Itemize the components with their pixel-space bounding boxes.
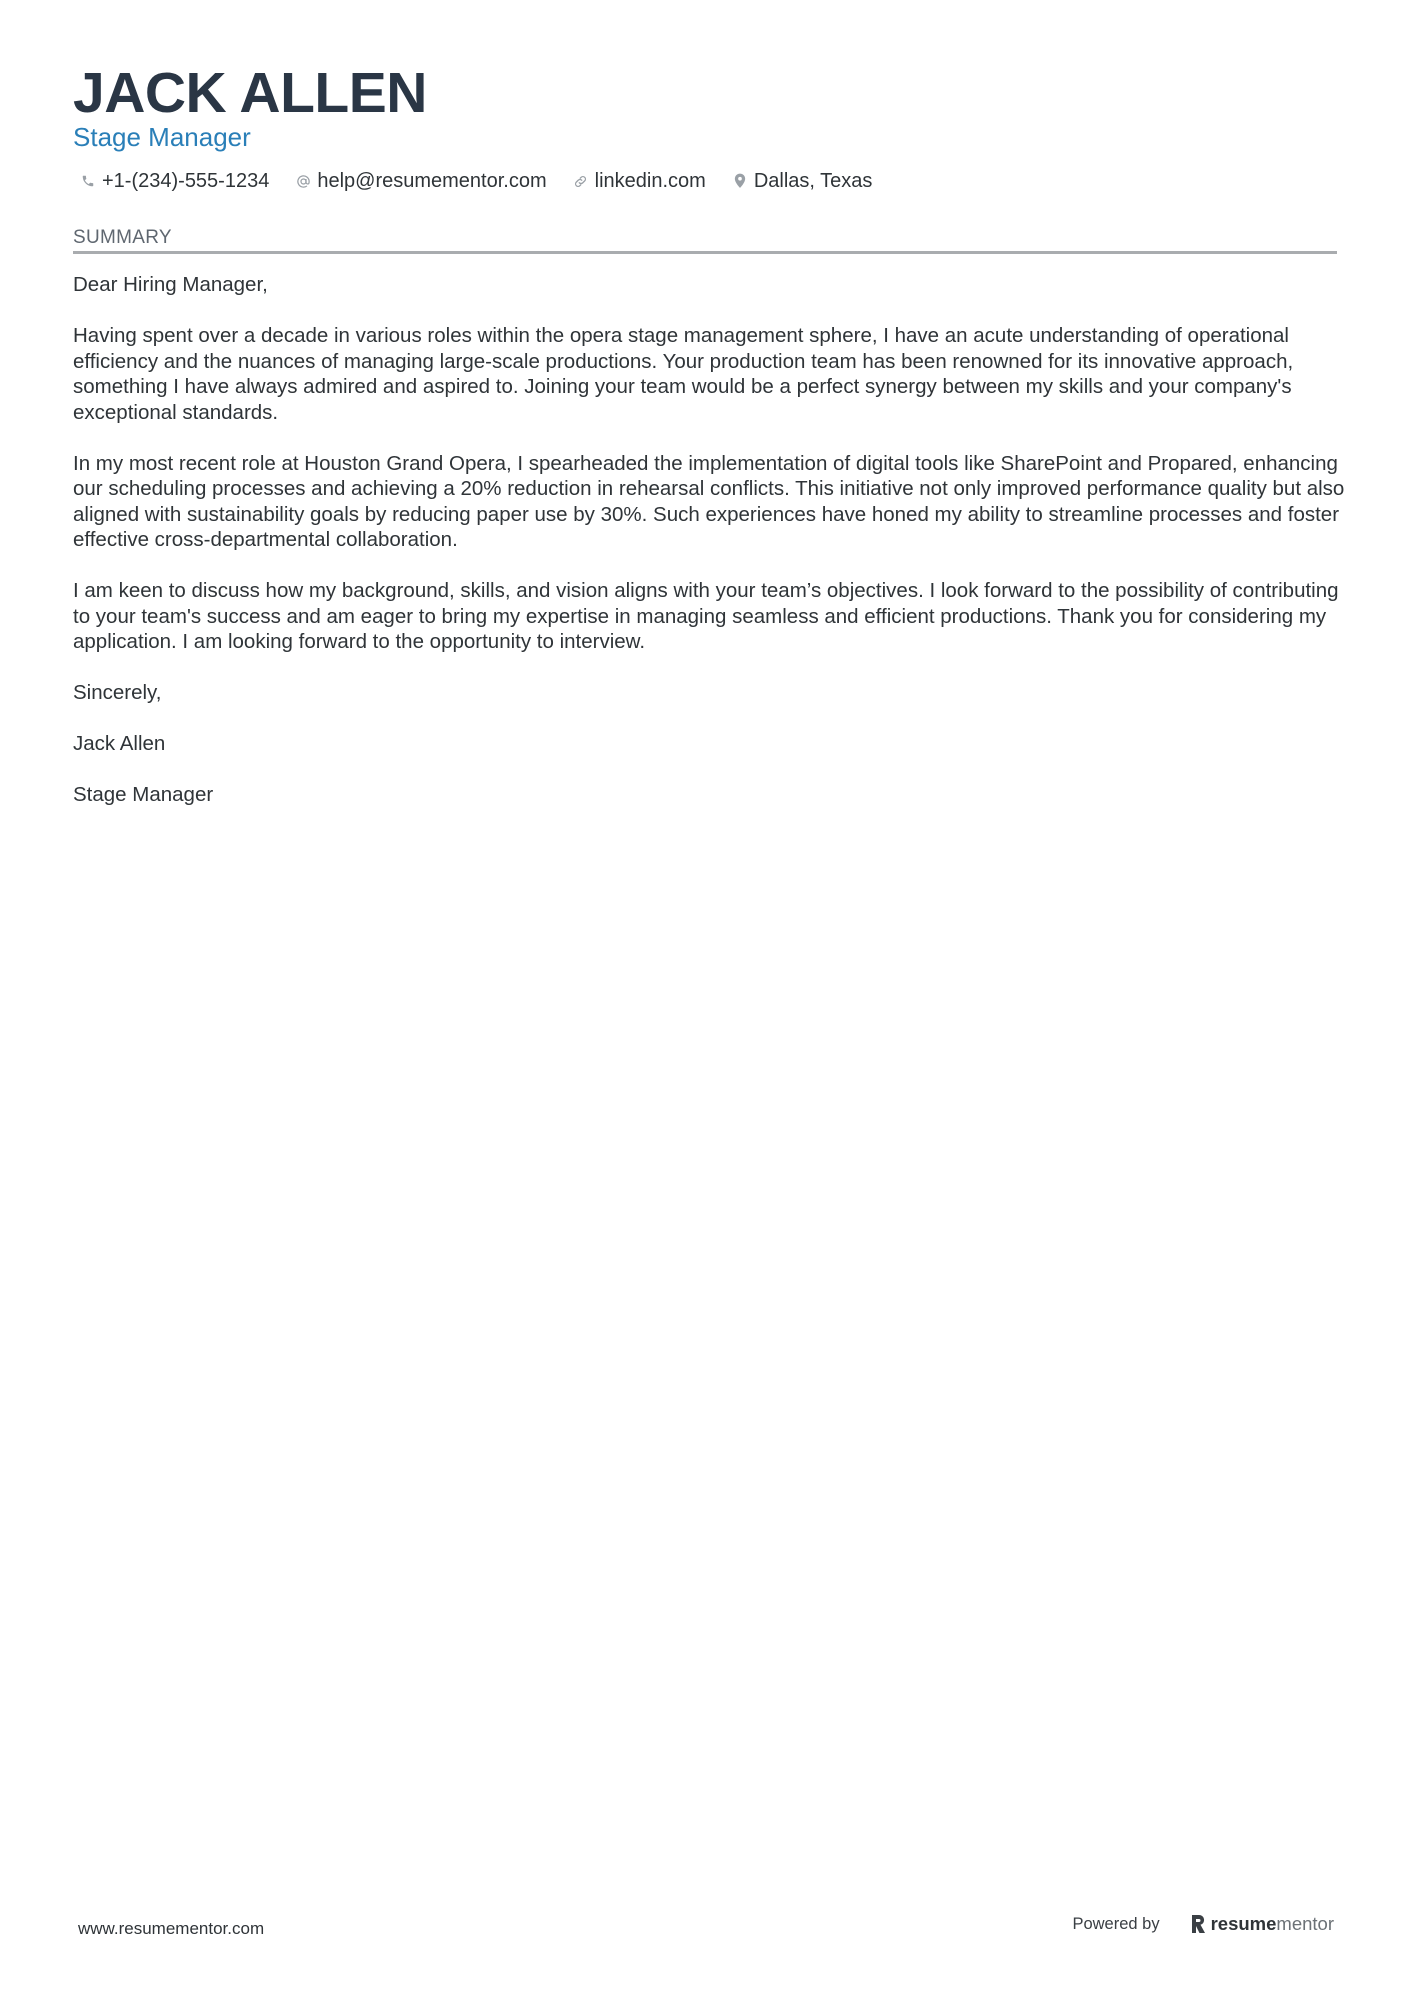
contact-phone-text: +1-(234)-555-1234 bbox=[102, 170, 270, 192]
contact-phone bbox=[80, 167, 269, 195]
resumementor-logo[interactable] bbox=[1190, 1913, 1334, 1935]
phone-icon bbox=[80, 173, 96, 189]
at-sign-icon bbox=[295, 173, 311, 189]
signature-name: Jack Allen bbox=[73, 732, 166, 755]
contact-email-text: help@resumementor.com bbox=[317, 170, 547, 192]
brand-text-mentor: mentor bbox=[1276, 1913, 1334, 1934]
contact-email[interactable] bbox=[295, 167, 546, 195]
contact-bar bbox=[80, 167, 898, 195]
contact-linkedin[interactable] bbox=[573, 167, 706, 195]
signature-title: Stage Manager bbox=[73, 783, 214, 806]
letter-paragraph: I am keen to discuss how my background, skills, and vision aligns with your team’s objectives. I look forward to the possibility of contributing to your team's success and am eager to bring my expertise in managing seamless and efficient productions. Thank you for considering my application. I am looking forward to the opportunity to interview. bbox=[73, 579, 1339, 653]
contact-linkedin-text: linkedin.com bbox=[594, 170, 706, 192]
letter-body bbox=[73, 272, 1348, 833]
candidate-role: Stage Manager bbox=[73, 122, 251, 152]
section-title-summary: SUMMARY bbox=[73, 227, 172, 248]
footer-powered-by bbox=[1072, 1913, 1334, 1935]
section-divider bbox=[73, 251, 1337, 254]
brand-text-resume: resume bbox=[1210, 1913, 1277, 1934]
contact-location bbox=[732, 167, 873, 195]
link-icon bbox=[573, 173, 589, 189]
candidate-name: JACK ALLEN bbox=[73, 61, 427, 125]
powered-by-label: Powered by bbox=[1072, 1914, 1160, 1933]
letter-paragraph: Having spent over a decade in various roles within the opera stage management sphere, I have an acute understanding of operational efficiency and the nuances of managing large-scale productions. Your production team has been renowned for its innovative approach, something I have always admired and aspired to. Joining your team would be a perfect synergy between my skills and your company's exceptional standards. bbox=[73, 324, 1294, 424]
location-pin-icon bbox=[732, 173, 748, 189]
letter-greeting: Dear Hiring Manager, bbox=[73, 273, 268, 296]
letter-paragraph: In my most recent role at Houston Grand Opera, I spearheaded the implementation of digital tools like SharePoint and Propared, enhancing our scheduling processes and achieving a 20% reduction in rehearsal conflicts. This initiative not only improved performance quality but also aligned with sustainability goals by reducing paper use by 30%. Such experiences have honed my ability to streamline processes and foster effective cross-departmental collaboration. bbox=[73, 451, 1345, 551]
footer-website[interactable]: www.resumementor.com bbox=[78, 1919, 265, 1938]
resumementor-logo-icon bbox=[1190, 1914, 1206, 1934]
letter-closing: Sincerely, bbox=[73, 681, 162, 704]
contact-location-text: Dallas, Texas bbox=[753, 170, 873, 192]
